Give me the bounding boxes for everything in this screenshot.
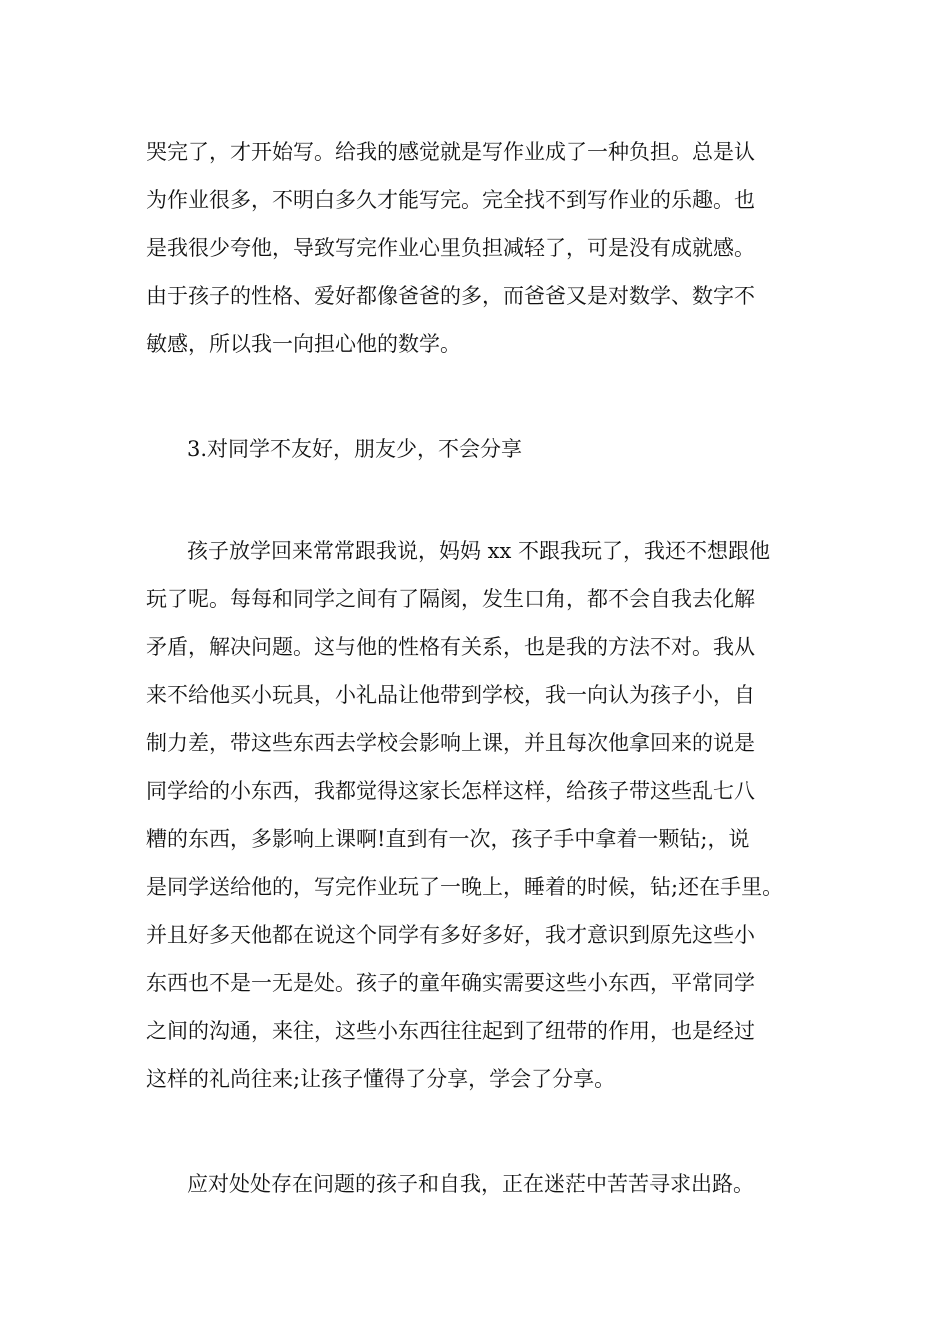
paragraph-line: 东西也不是一无是处。孩子的童年确实需要这些小东西，平常同学: [146, 971, 755, 995]
paragraph-line: 是我很少夸他，导致写完作业心里负担减轻了，可是没有成就感。: [146, 236, 755, 260]
paragraph-line: 孩子放学回来常常跟我说，妈妈 xx 不跟我玩了，我还不想跟他: [187, 539, 771, 563]
section-heading: 3.对同学不友好，朋友少，不会分享: [187, 437, 523, 461]
paragraph-line: 是同学送给他的，写完作业玩了一晚上，睡着的时候，钻;还在手里。: [146, 875, 784, 899]
paragraph-line: 为作业很多，不明白多久才能写完。完全找不到写作业的乐趣。也: [146, 188, 755, 212]
paragraph-line: 来不给他买小玩具，小礼品让他带到学校，我一向认为孩子小，自: [146, 683, 755, 707]
paragraph-line: 这样的礼尚往来;让孩子懂得了分享，学会了分享。: [146, 1067, 616, 1091]
paragraph-line: 之间的沟通，来往，这些小东西往往起到了纽带的作用，也是经过: [146, 1019, 755, 1043]
paragraph-line: 糟的东西，多影响上课啊!直到有一次，孩子手中拿着一颗钻;，说: [146, 827, 750, 851]
paragraph-line: 并且好多天他都在说这个同学有多好多好，我才意识到原先这些小: [146, 923, 755, 947]
paragraph-line: 应对处处存在问题的孩子和自我，正在迷茫中苦苦寻求出路。: [187, 1172, 754, 1196]
paragraph-line: 敏感，所以我一向担心他的数学。: [146, 332, 461, 356]
paragraph-line: 由于孩子的性格、爱好都像爸爸的多，而爸爸又是对数学、数字不: [146, 284, 755, 308]
paragraph-line: 玩了呢。每每和同学之间有了隔阂，发生口角，都不会自我去化解: [146, 587, 755, 611]
paragraph-line: 哭完了，才开始写。给我的感觉就是写作业成了一种负担。总是认: [146, 140, 755, 164]
paragraph-line: 制力差，带这些东西去学校会影响上课，并且每次他拿回来的说是: [146, 731, 755, 755]
paragraph-line: 矛盾，解决问题。这与他的性格有关系，也是我的方法不对。我从: [146, 635, 755, 659]
paragraph-line: 同学给的小东西，我都觉得这家长怎样这样，给孩子带这些乱七八: [146, 779, 755, 803]
